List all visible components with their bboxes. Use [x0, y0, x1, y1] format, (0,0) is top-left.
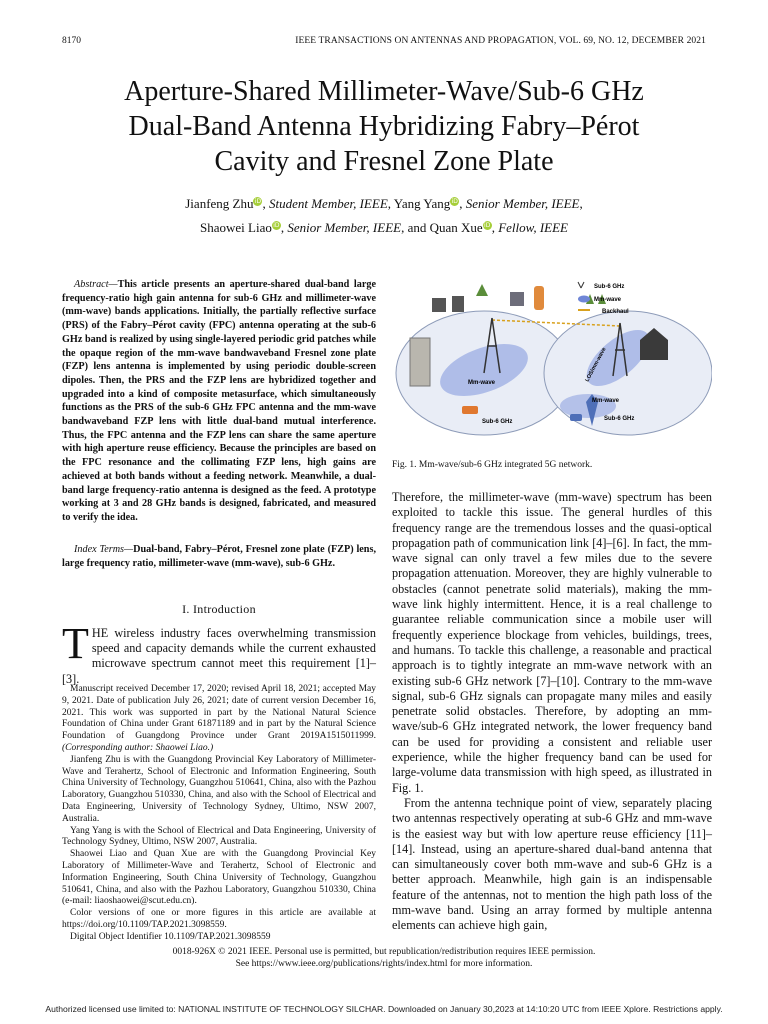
footnote-text: Yang Yang is with the School of Electrical and Data Engineering, University of Technology Sydney, Ultimo, NSW 2007, Australia.	[62, 825, 376, 848]
orcid-icon[interactable]: iD	[451, 197, 458, 205]
building-icon	[452, 296, 464, 312]
footnotes	[62, 684, 376, 944]
orcid-icon[interactable]: iD	[273, 221, 280, 229]
figure-5g-network	[392, 278, 712, 448]
legend-sub6: Sub-6 GHz	[594, 284, 625, 290]
copyright-line: 0018-926X © 2021 IEEE. Personal use is permitted, but republication/redistribution requires IEEE permission.	[172, 947, 596, 957]
author-membership: Senior Member, IEEE	[287, 220, 402, 235]
tree-icon	[476, 284, 488, 296]
author-list: Jianfeng ZhuiD, Student Member, IEEE, Yang YangiD, Senior Member, IEEE, Shaowei LiaoiD, Senior Member, IEEE, and Quan XueiD, Fellow, IEEE	[185, 196, 583, 235]
body-paragraph: From the antenna technique point of view, separately placing two antennas respectively operating at sub-6 GHz and mm-wave is the easiest way but with low aperture reuse efficiency [11]–[14]. Instead, using an aperture-shared dual-band antenna that can simultaneously cover both mm-wave and sub-6 GHz is a better approach. Meanwhile, high gain is an indispensable feature of the antennas, not to mention the high path loss of the mm-wave band. Using an array formed by multiple antenna elements can achieve high gain,	[392, 795, 712, 933]
footnote-text: Shaowei Liao and Quan Xue are with the Guangdong Provincial Key Laboratory of Millimeter-Wave and Terahertz, School of Electronic and Information Engineering, South China University of Technology, Guangzhou 510641, China, and also with the Pazhou Laboratory, Guangzhou 510330, China (e-mail: liaoshaowei@scut.edu.cn).	[62, 849, 376, 907]
paper-title	[40, 74, 728, 179]
building-icon	[432, 298, 446, 312]
license-footer: Authorized licensed use limited to: NATIONAL INSTITUTE OF TECHNOLOGY SILCHAR. Downloaded on January 30,2023 at 14:10:20 UTC from IEEE Xplore. Restrictions apply.	[45, 1004, 723, 1014]
copyright-line[interactable]: See https://www.ieee.org/publications/rights/index.html for more information.	[235, 959, 533, 969]
footnote-text[interactable]: Color versions of one or more figures in this article are available at https://doi.org/10.1109/TAP.2021.3098559.	[62, 908, 376, 930]
bus-icon	[534, 286, 544, 310]
intro-paragraph	[62, 619, 376, 687]
abstract-label: Abstract—	[74, 279, 118, 290]
abstract-text: This article presents an aperture-shared dual-band large frequency-ratio high gain antenna for sub-6 GHz and millimeter-wave (mm-wave) bands applications. Initially, the partially reflective surface (PRS) of the Fabry–Pérot cavity (FPC) antenna operating at the sub-6 GHz band is realized by using single-layered periodic grid patches while the opaque region of the mm-wave bandwaveband Fresnel zone plate (FZP) lens antenna is implemented by using periodic double-screen dipoles. Then, the PRS and the FZP lens are hybridized together and upgraded into a kind of composite metasurface, which simultaneously functions as the PRS of the sub-6 GHz FPC antenna and the mm-wave bandwaveband FZP lens with little dual-band mutual interference. Thus, the FPC antenna and the FZP lens can share the same aperture with high aperture reuse efficiency. Because the principles are based on the FPC resonance and the collimating FZP lens, high gains are achieved at both bands without a feeding network. Meanwhile, a dual-band large frequency-ratio antenna is designed as the feed. A prototype working at 3 and 28 GHz bands is designed, fabricated, and measured to verify the idea.	[62, 279, 376, 523]
vehicle-icon	[570, 414, 582, 421]
corresponding-author: (Corresponding author: Shaowei Liao.)	[62, 742, 214, 753]
author-membership: Fellow, IEEE	[498, 220, 568, 235]
title-line: Aperture-Shared Millimeter-Wave/Sub-6 GHz	[124, 76, 644, 107]
footnote-text: Manuscript received December 17, 2020; revised April 18, 2021; accepted May 9, 2021. Date of publication July 26, 2021; date of current version December 16, 2021. This work was supported in part by the National Natural Science Foundation of China under Grant 61871189 and in part by the Natural Science Foundation of Guangdong Province under Grant 2019A1515011999.	[62, 684, 376, 742]
index-terms-text: Dual-band, Fabry–Pérot, Fresnel zone plate (FZP) lens, large frequency ratio, millimeter-wave (mm-wave), sub-6 GHz.	[62, 544, 376, 569]
author-membership: Senior Member, IEEE	[465, 196, 580, 211]
doi-identifier: Digital Object Identifier 10.1109/TAP.2021.3098559	[70, 931, 271, 942]
legend-mmwave: Mm-wave	[594, 297, 622, 303]
label-mmwave-right: Mm-wave	[592, 398, 620, 404]
orcid-icon[interactable]: iD	[484, 221, 491, 229]
label-sub6-left: Sub-6 GHz	[482, 419, 513, 425]
author-name: Shaowei Liao	[200, 220, 272, 235]
building-icon	[410, 338, 430, 386]
intro-text: HE wireless industry faces overwhelming transmission speed and capacity demands while the current exhausted microwave spectrum cannot meet this requirement [1]–[3].	[62, 626, 376, 686]
conjunction: and	[407, 220, 427, 235]
index-terms-label: Index Terms—	[74, 544, 134, 555]
legend-backhaul: Backhaul	[602, 309, 629, 315]
label-sub6-right: Sub-6 GHz	[604, 416, 635, 422]
network-illustration	[392, 278, 712, 448]
right-column-text	[392, 490, 712, 934]
vehicle-icon	[462, 406, 478, 414]
label-mmwave-left: Mm-wave	[468, 380, 496, 386]
label-link: LOS/mm-wave	[584, 346, 608, 383]
author-name: Jianfeng Zhu	[185, 196, 254, 211]
drop-cap: T	[62, 619, 89, 668]
body-paragraph: Therefore, the millimeter-wave (mm-wave) spectrum has been exploited to tackle this issue. The general hurdles of this frequency range are the tremendous losses and the quasi-optical propagation path of communication link [4]–[6]. In fact, the mm-wave signal can only travel a few miles due to the severe propagation attenuation. Moreover, they are highly vulnerable to obstacles (cannot penetrate solid materials), making the mm-wave link highly intermittent. Hence, it is a real challenge to guarantee reliable communication since a mobile user will frequently experience blockage from vehicles, buildings, trees, and humans. To tackle this challenge, a reasonable and practical approach is to tightly integrate an mm-wave network with an existing sub-6 GHz network [7]–[10]. Contrary to the mm-wave signal, sub-6 GHz signals can propagate many miles and easily penetrate solid obstacles. Therefore, by adopting an mm-wave/sub-6 GHz integrated network, the lower frequency band can be used for providing a consistent and reliable user experience, while the higher frequency band can be used for large-volume data transmission with high speed, as illustrated in Fig. 1.	[392, 490, 712, 795]
abstract	[62, 278, 376, 525]
title-line: Cavity and Fresnel Zone Plate	[214, 146, 554, 177]
mmwave-legend-icon	[578, 296, 590, 303]
sub6-legend-icon	[578, 282, 584, 288]
running-header: IEEE TRANSACTIONS ON ANTENNAS AND PROPAGATION, VOL. 69, NO. 12, DECEMBER 2021	[295, 36, 706, 46]
index-terms	[62, 543, 376, 570]
footnote-text: Jianfeng Zhu is with the Guangdong Provincial Key Laboratory of Millimeter-Wave and Terahertz, School of Electronic and Information Engineering, South China University of Technology, Guangzhou 510641, China, also with the Pazhou Laboratory, Guangzhou 510330, China, and also with the School of Electrical and Data Engineering, University of Technology Sydney, Ultimo, NSW 2007, Australia.	[62, 754, 376, 824]
author-membership: Student Member, IEEE	[268, 196, 388, 211]
orcid-icon[interactable]: iD	[254, 197, 262, 205]
section-heading: I. Introduction	[182, 602, 256, 616]
author-name: Quan Xue	[429, 220, 483, 235]
copyright-notice	[40, 946, 728, 970]
factory-icon	[510, 292, 524, 306]
page-number: 8170	[62, 36, 81, 46]
author-name: Yang Yang	[393, 196, 451, 211]
title-line: Dual-Band Antenna Hybridizing Fabry–Pérot	[128, 111, 640, 142]
figure-caption: Fig. 1. Mm-wave/sub-6 GHz integrated 5G network.	[392, 460, 593, 470]
